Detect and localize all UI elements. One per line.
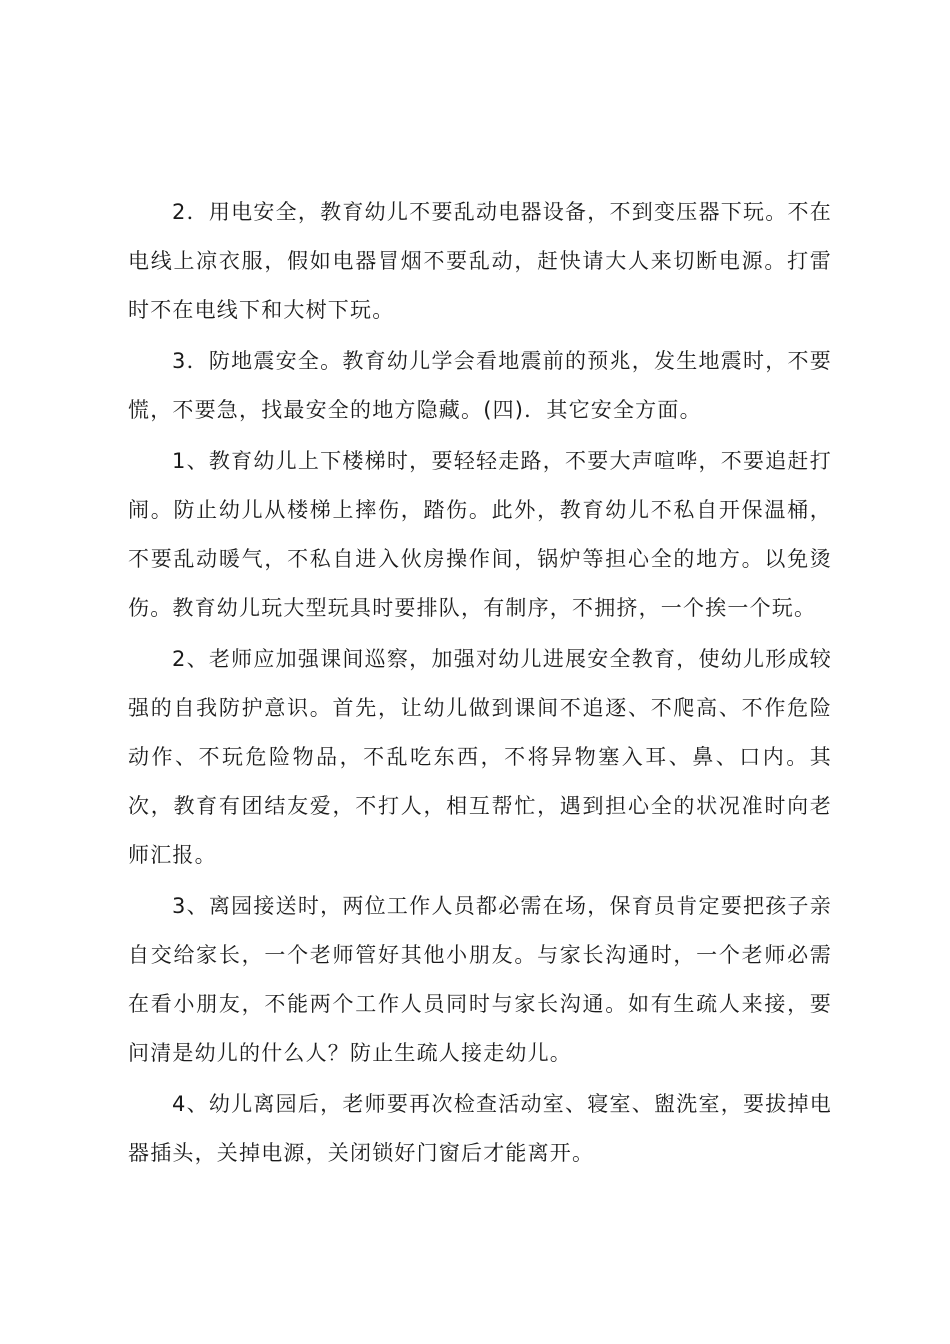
paragraph: 4、幼儿离园后，老师要再次检查活动室、寝室、盥洗室，要拔掉电器插头，关掉电源，关闭锁好门窗后才能离开。 xyxy=(128,1092,832,1165)
paragraph: 3．防地震安全。教育幼儿学会看地震前的预兆，发生地震时，不要慌，不要急，找最安全的地方隐藏。(四)．其它安全方面。 xyxy=(128,349,832,422)
paragraph: 2、老师应加强课间巡察，加强对幼儿进展安全教育，使幼儿形成较强的自我防护意识。首先，让幼儿做到课间不追逐、不爬高、不作危险动作、不玩危险物品，不乱吃东西，不将异物塞入耳、鼻、口内。其次，教育有团结友爱，不打人，相互帮忙，遇到担心全的状况准时向老师汇报。 xyxy=(128,647,832,867)
paragraph: 3、离园接送时，两位工作人员都必需在场，保育员肯定要把孩子亲自交给家长，一个老师管好其他小朋友。与家长沟通时，一个老师必需在看小朋友，不能两个工作人员同时与家长沟通。如有生疏人来接，要问清是幼儿的什么人？防止生疏人接走幼儿。 xyxy=(128,894,832,1065)
paragraph: 1、教育幼儿上下楼梯时，要轻轻走路，不要大声喧哗，不要追赶打闹。防止幼儿从楼梯上摔伤，踏伤。此外，教育幼儿不私自开保温桶，不要乱动暖气，不私自进入伙房操作间，锅炉等担心全的地方。以免烫伤。教育幼儿玩大型玩具时要排队，有制序，不拥挤，一个挨一个玩。 xyxy=(128,449,832,620)
paragraph: 2．用电安全，教育幼儿不要乱动电器设备，不到变压器下玩。不在电线上凉衣服，假如电器冒烟不要乱动，赶快请大人来切断电源。打雷时不在电线下和大树下玩。 xyxy=(128,200,832,322)
document-body xyxy=(128,188,832,1180)
